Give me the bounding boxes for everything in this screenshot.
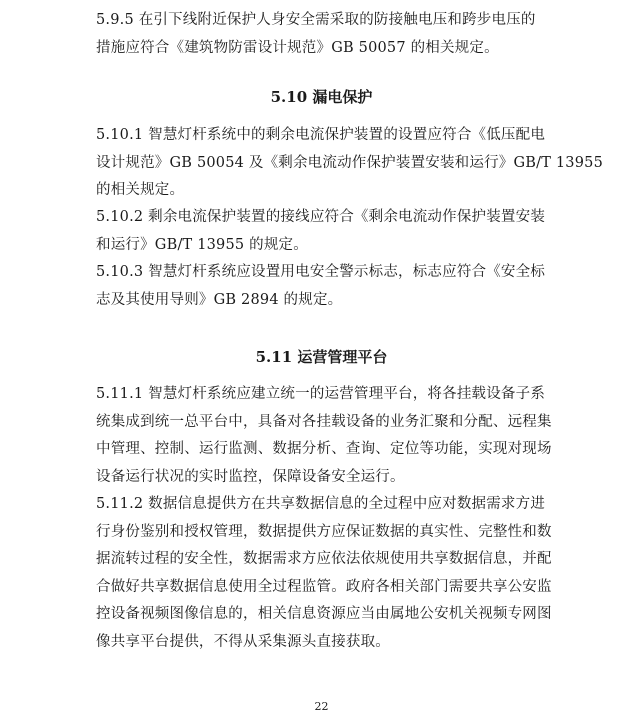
text-line: 行身份鉴别和授权管理，数据提供方应保证数据的真实性、完整性和数 (96, 523, 552, 540)
section-heading-5-10: 5.10 漏电保护 (270, 88, 373, 106)
page-number: 22 (314, 700, 329, 713)
text-line: 措施应符合《建筑物防雷设计规范》GB 50057 的相关规定。 (96, 39, 499, 56)
text-line: 统集成到统一总平台中，具备对各挂载设备的业务汇聚和分配、远程集 (96, 413, 552, 430)
text-line: 中管理、控制、运行监测、数据分析、查询、定位等功能，实现对现场 (96, 441, 552, 457)
text-line: 设备运行状况的实时监控，保障设备安全运行。 (96, 468, 405, 485)
text-line: 5.11.1 智慧灯杆系统应建立统一的运营管理平台，将各挂载设备子系 (96, 386, 546, 402)
clause-5-11-2 (96, 491, 566, 656)
text-line: 像共享平台提供，不得从采集源头直接获取。 (96, 633, 390, 650)
text-line: 的相关规定。 (96, 182, 185, 198)
text-line: 5.10.2 剩余电流保护装置的接线应符合《剩余电流动作保护装置安装 (96, 209, 546, 225)
text-line: 控设备视频图像信息的，相关信息资源应当由属地公安机关视频专网图 (96, 606, 552, 622)
text-line: 5.9.5 在引下线附近保护人身安全需采取的防接触电压和跨步电压的 (96, 12, 536, 28)
text-line: 5.10.3 智慧灯杆系统应设置用电安全警示标志，标志应符合《安全标 (96, 264, 546, 280)
text-line: 据流转过程的安全性，数据需求方应依法依规使用共享数据信息，并配 (96, 551, 552, 567)
text-line: 合做好共享数据信息使用全过程监管。政府各相关部门需要共享公安监 (96, 578, 552, 595)
clause-5-9-5 (96, 7, 566, 62)
clause-5-10-1 (96, 122, 604, 205)
clause-5-10-2 (96, 204, 566, 259)
clause-5-11-1 (96, 381, 566, 491)
section-heading-5-11: 5.11 运营管理平台 (255, 348, 388, 366)
clause-5-10-3 (96, 259, 566, 314)
text-line: 志及其使用导则》GB 2894 的规定。 (96, 291, 343, 308)
text-line: 设计规范》GB 50054 及《剩余电流动作保护装置安装和运行》GB/T 13955 (96, 154, 604, 171)
text-line: 5.10.1 智慧灯杆系统中的剩余电流保护装置的设置应符合《低压配电 (96, 127, 546, 143)
text-line: 5.11.2 数据信息提供方在共享数据信息的全过程中应对数据需求方进 (96, 496, 546, 512)
text-line: 和运行》GB/T 13955 的规定。 (96, 236, 308, 253)
